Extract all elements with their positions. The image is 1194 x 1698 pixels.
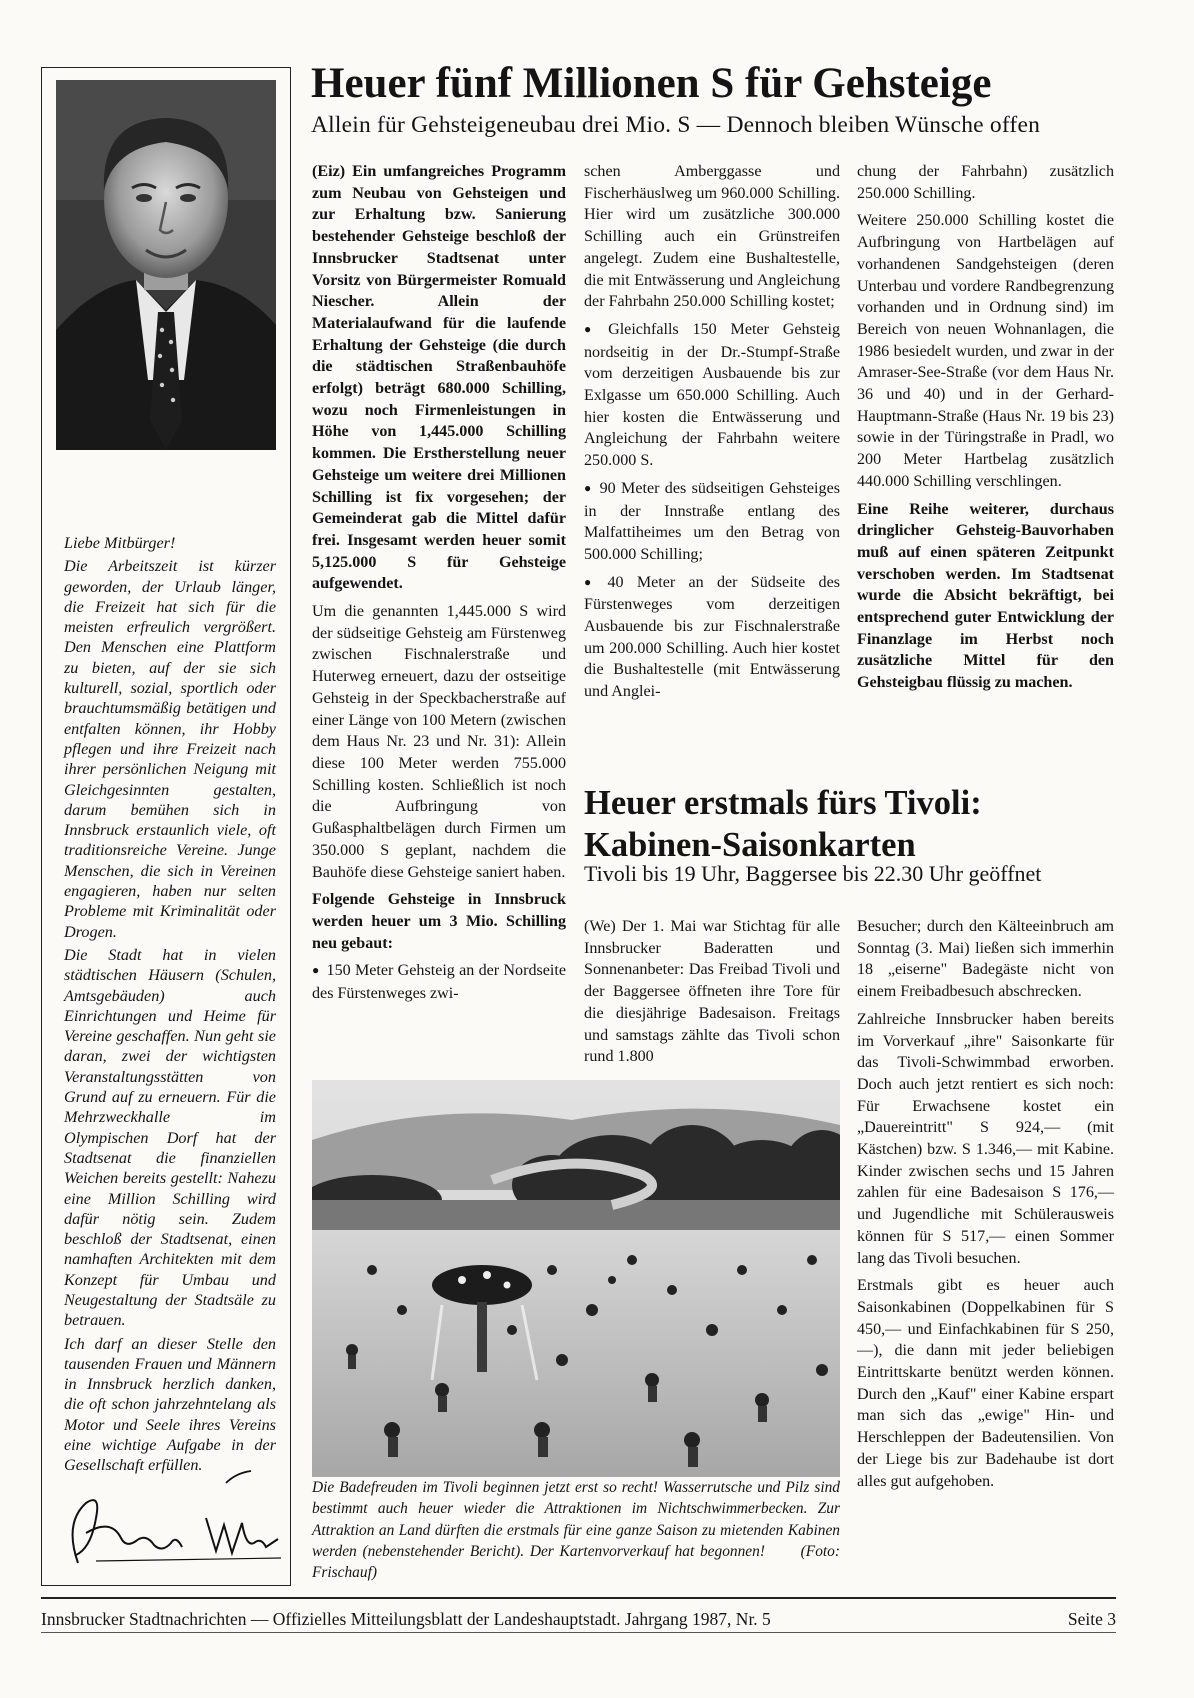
letter-salutation: Liebe Mitbürger! [64, 534, 176, 552]
article1-paragraph: schen Amberggasse und Fischerhäuslweg um 960.000 Schilling. Hier wird um zusätzliche 300.000 Schilling auch ein Grünstreifen angelegt. Zudem eine Bushaltestelle, die mit Entwässerung und Angleichung der Fahrbahn 250.000 Schilling kostet; [584, 163, 840, 311]
mayor-letter-box [41, 67, 291, 1586]
mayor-portrait-photo [56, 80, 276, 450]
photo-caption-text: Die Badefreuden im Tivoli beginnen jetzt erst so recht! Wasserrutsche und Pilz sind bestimmt auch heuer wieder die Attraktionen im Nichtschwimmerbecken. Zur Attraktion an Land dürften die erstmals für eine ganze Saison zu mietenden Kabinen werden (nebenstehender Bericht). Der Kartenvorverkauf hat begonnen! [312, 1479, 840, 1560]
article1-column-2 [584, 161, 840, 709]
headline-tivoli [584, 782, 1124, 866]
tivoli-pool-photo [312, 1080, 840, 1477]
article2-paragraph: (We) Der 1. Mai war Stichtag für alle Innsbrucker Baderatten und Sonnenanbeter: Das Freibad Tivoli und der Baggersee öffneten ihre Tore für die diesjährige Badesaison. Freitags und samstags zählte das Tivoli schon rund 1.800 [584, 918, 840, 1066]
letter-paragraph: Die Arbeitszeit ist kürzer geworden, der Urlaub länger, die Freizeit hat sich für die meisten erfreulich vergrößert. Den Menschen eine Plattform zu bieten, auf der sie sich kulturell, sozial, sportlich oder brauchtumsmäßig betätigen und entfalten können, ihr Hobby pflegen und ihre Freizeit nach ihrer persönlichen Neigung mit Gleichgesinnten gestalten, darum bemühen sich in Innsbruck erstaunlich viele, oft traditionsreiche Vereine. Junge Menschen, die sich in Vereinen engagieren, haben nur selten Probleme mit Kriminalität oder Drogen. [64, 557, 276, 941]
footer-rule-bottom [41, 1632, 1116, 1633]
article1-list-heading: Folgende Gehsteige in Innsbruck werden heuer um 3 Mio. Schilling neu gebaut: [312, 891, 566, 952]
page-number: Seite 3 [1067, 1609, 1116, 1629]
mayor-signature [56, 1463, 286, 1573]
article1-lead: (Eiz) Ein umfangreiches Programm zum Neubau von Gehsteigen und zur Erhaltung bzw. Sanierung bestehender Gehsteige beschloß der Innsbrucker Stadtsenat unter Vorsitz von Bürgermeister Romuald Niescher. Allein der Materialaufwand für die laufende Erhaltung der Gehsteige (die durch die städtischen Straßenbauhöfe erfolgt) beträgt 680.000 Schilling, wozu noch Firmenleistungen in Höhe von 1,445.000 Schilling kommen. Die Erstherstellung neuer Gehsteige um weitere drei Millionen Schilling ist fix vorgesehen; der Gemeinderat gab die Mittel dafür frei. Insgesamt werden heuer somit 5,125.000 S für Gehsteige aufgewendet. [312, 163, 566, 593]
letter-paragraph: Ich darf an dieser Stelle den tausenden Frauen und Männern in Innsbruck herzlich danken, die oft schon jahrzehntelang als Motor und Seele ihres Vereins eine wichtige Aufgabe in der Gesellschaft erfüllen. [64, 1334, 276, 1475]
article2-paragraph: Zahlreiche Innsbrucker haben bereits im Vorverkauf „ihre" Saisonkarte für das Tivoli-Schwimmbad erworben. Doch auch jetzt rentiert es sich noch: Für Erwachsene kostet ein „Dauereintritt" S 924,— (mit Kästchen) bzw. S 1.346,— mit Kabine. Kinder zwischen sechs und 15 Jahren zahlen für eine Badesaison S 176,— und Jugendliche mit Schülerausweis können für S 517,— einen Sommer lang das Tivoli besuchen. [857, 1010, 1114, 1267]
article1-column-3 [857, 161, 1114, 700]
headline-tivoli-line2: Kabinen-Saisonkarten [584, 826, 916, 864]
headline-tivoli-line1: Heuer erstmals fürs Tivoli: [584, 784, 982, 822]
article1-list-item: ● 40 Meter an der Südseite des Fürstenweges vom derzeitigen Ausbauende bis zur Fischnalerstraße um 200.000 Schilling. Auch hier kostet die Bushaltestelle (mit Entwässerung und Anglei- [584, 572, 840, 703]
article1-list-item: ● 90 Meter des südseitigen Gehsteiges in der Innstraße entlang des Malfattiheimes um den Betrag von 500.000 Schilling; [584, 478, 840, 566]
article1-paragraph: chung der Fahrbahn) zusätzlich 250.000 Schilling. [857, 163, 1114, 202]
article1-list-item: ● Gleichfalls 150 Meter Gehsteig nordseitig in der Dr.-Stumpf-Straße vom derzeitigen Ausbauende bis zur Exlgasse um 650.000 Schilling. Auch hier kosten die Entwässerung und Angleichung der Fahrbahn weitere 250.000 S. [584, 319, 840, 472]
subheadline-tivoli: Tivoli bis 19 Uhr, Baggersee bis 22.30 Uhr geöffnet [584, 861, 1042, 886]
footer-publication: Innsbrucker Stadtnachrichten — Offizielles Mitteilungsblatt der Landeshauptstadt. Jahrgang 1987, Nr. 5 [41, 1609, 771, 1629]
photo-caption [312, 1477, 840, 1583]
article1-paragraph: Um die genannten 1,445.000 S wird der südseitige Gehsteig am Fürstenweg zwischen Fischnalerstraße und Huterweg erneuert, dazu der ostseitige Gehsteig in der Speckbacherstraße auf einer Länge von 100 Metern (zwischen dem Haus Nr. 23 und Nr. 31): Allein diese 100 Meter werden 755.000 Schilling kosten. Schließlich ist noch die Aufbringung von Gußasphaltbelägen durch Firmen um 350.000 S geplant, nachdem die Bauhöfe diese Gehsteige saniert haben. [312, 603, 566, 881]
article2-column-1 [584, 916, 840, 1074]
page-footer [41, 1608, 1116, 1630]
letter-paragraph: Die Stadt hat in vielen städtischen Häusern (Schulen, Amtsgebäuden) auch Einrichtungen und Heime für Vereine geschaffen. Nun geht sie daran, zwei der wichtigsten Veranstaltungsstätten von Grund auf zu erneuern. Für die Mehrzweckhalle im Olympischen Dorf hat der Stadtsenat die finanziellen Weichen bereits gestellt: Nahezu eine Million Schilling wird dafür nötig sein. Zudem beschloß der Stadtsenat, einen namhaften Architekten mit dem Konzept für Umbau und Neugestaltung der Stadtsäle zu betrauen. [64, 945, 276, 1330]
article2-paragraph: Erstmals gibt es heuer auch Saisonkabinen (Doppelkabinen für S 450,— und Einfachkabinen für S 250,—), die dann mit jeder beliebigen Eintrittskarte benützt werden können. Durch den „Kauf" einer Kabine erspart man sich das „ewige" Hin- und Herschleppen der Badeutensilien. Von der Liege bis zur Badehaube ist dort alles gut aufgehoben. [857, 1277, 1114, 1490]
photo-credit: (Foto: Frischauf) [312, 1542, 840, 1582]
article2-paragraph: Besucher; durch den Kälteeinbruch am Sonntag (3. Mai) ließen sich immerhin 18 „eiserne" Badegäste nicht von einem Freibadbesuch abschrecken. [857, 918, 1114, 1001]
footer-rule-top [41, 1597, 1116, 1599]
article1-column-1 [312, 161, 566, 1011]
article1-paragraph: Weitere 250.000 Schilling kostet die Aufbringung von Hartbelägen auf vorhandenen Sandgehsteigen (deren Unterbau und vordere Randbegrenzung vorhanden und in Ordnung sind) im Bereich von neuen Wohnanlagen, die 1986 besiedelt wurden, und zwar in der Amraser-See-Straße (vor dem Haus Nr. 36 und 40) und in der Gerhard-Hauptmann-Straße (Haus Nr. 19 bis 23) sowie in der Türingstraße in Pradl, wo 200 Meter Hartbelag zusätzlich 440.000 Schilling verschlingen. [857, 212, 1114, 490]
article1-list-item: ● 150 Meter Gehsteig an der Nordseite des Fürstenweges zwi- [312, 960, 566, 1004]
article2-column-2 [857, 916, 1114, 1498]
mayor-letter-text [64, 533, 276, 1479]
headline-gehsteige: Heuer fünf Millionen S für Gehsteige [311, 60, 992, 107]
subheadline-gehsteige: Allein für Gehsteigeneubau drei Mio. S — Dennoch bleiben Wünsche offen [311, 112, 1041, 138]
article1-closing: Eine Reihe weiterer, durchaus dringlicher Gehsteig-Bauvorhaben muß auf einen späteren Zeitpunkt verschoben werden. Im Stadtsenat wurde die Absicht bekräftigt, bei entsprechend guter Entwicklung der Finanzlage im Herbst noch zusätzliche Mittel für den Gehsteigbau flüssig zu machen. [857, 500, 1114, 692]
